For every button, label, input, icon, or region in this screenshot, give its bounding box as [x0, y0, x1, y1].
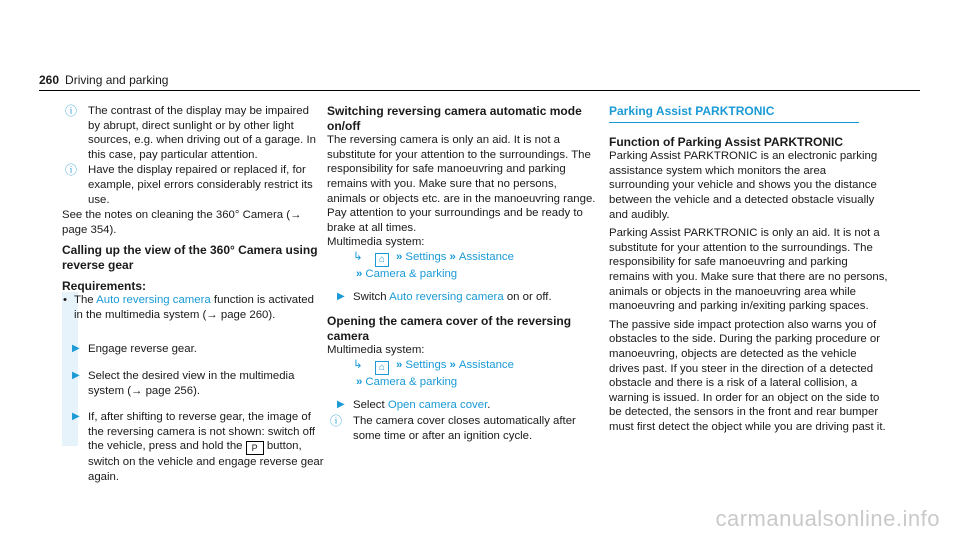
- path-arrow-icon: »: [396, 250, 403, 263]
- bullet-icon: •: [63, 294, 67, 307]
- step-text: Select the desired view in the multimedia system (→ page 256).: [88, 369, 295, 397]
- info-icon: ⓘ: [330, 414, 343, 429]
- step-text: button, switch on the vehicle and engage reverse gear again.: [88, 440, 324, 483]
- path-arrow-icon: »: [356, 267, 363, 280]
- heading-function-parktronic: Function of Parking Assist PARKTRONIC: [609, 134, 844, 149]
- section-title: Driving and parking: [65, 73, 169, 87]
- note-cover-closes: [327, 414, 597, 443]
- camera-parking-link[interactable]: Camera & parking: [365, 267, 458, 280]
- home-icon[interactable]: ⌂: [375, 361, 389, 375]
- step-arrow-icon: ▶: [337, 398, 345, 410]
- settings-link[interactable]: Settings: [405, 358, 447, 371]
- section-title-parktronic: Parking Assist PARKTRONIC: [609, 104, 859, 123]
- step-engage-reverse: [62, 342, 324, 357]
- assistance-link[interactable]: Assistance: [458, 250, 514, 263]
- note-contrast: [62, 104, 324, 162]
- step-switch-auto: [327, 290, 597, 305]
- column-1: [62, 104, 324, 494]
- multimedia-label: Multimedia system:: [327, 236, 425, 249]
- step-text: Select: [353, 398, 388, 411]
- heading-calling-up-view: Calling up the view of the 360° Camera using reverse gear: [62, 243, 318, 272]
- parktronic-aid: Parking Assist PARKTRONIC is only an aid. It is not a substitute for your attention to the surroundings. The responsibility for safe manoeuvring and parking remains with you. Make sure that there are no persons, animals or objects in the manoeuvring area while manoeuvring and parking in/exiting parking spaces.: [609, 227, 888, 313]
- step-text: .: [487, 398, 491, 411]
- header-rule: [39, 90, 920, 91]
- step-arrow-icon: ▶: [337, 290, 345, 302]
- auto-reversing-camera-link[interactable]: Auto reversing camera: [96, 294, 211, 307]
- requirement-item: [62, 293, 324, 322]
- path-arrow-icon: »: [449, 358, 456, 371]
- requirements-label: Requirements:: [62, 278, 147, 293]
- step-if-not-shown: [62, 410, 324, 484]
- parktronic-intro: Parking Assist PARKTRONIC is an electronic parking assistance system which monitors the area surrounding your vehicle and shows you the distance between the vehicle and a detected obstacle visually and audibly.: [609, 150, 878, 221]
- info-icon: ⓘ: [65, 104, 78, 118]
- reversing-camera-warning: The reversing camera is only an aid. It is not a substitute for your attention to the surroundings. The responsibility for safe manoeuvring and parking remains with you. Make sure that no persons, animals or objects etc. are in the manoeuvring range. Pay attention to your surroundings and be ready to brake at all times.: [327, 134, 596, 234]
- watermark: carmanualsonline.info: [715, 506, 940, 532]
- step-text: Engage reverse gear.: [88, 343, 197, 356]
- path-start-icon: ↳: [353, 250, 363, 263]
- open-camera-cover-link[interactable]: Open camera cover: [387, 398, 488, 411]
- path-arrow-icon: »: [356, 375, 363, 388]
- path-arrow-icon: »: [449, 250, 456, 263]
- path-arrow-icon: »: [396, 358, 403, 371]
- step-arrow-icon: ▶: [72, 343, 80, 355]
- step-text: If, after shifting to reverse gear, the image of the reversing camera is not shown: switch off the vehicle, press and hold the: [88, 411, 316, 453]
- assistance-link[interactable]: Assistance: [458, 358, 514, 371]
- page-header: [39, 73, 168, 88]
- column-3: [609, 104, 889, 434]
- note-repair: [62, 163, 324, 207]
- req-text: function is activated in the multimedia system (→ page 260).: [74, 294, 314, 321]
- auto-reversing-camera-link[interactable]: Auto reversing camera: [389, 290, 504, 303]
- heading-automatic-mode: Switching reversing camera automatic mode on/off: [327, 104, 582, 133]
- page-number: 260: [39, 73, 60, 87]
- see-notes: See the notes on cleaning the 360° Camera (→ page 354).: [62, 209, 302, 236]
- info-icon: ⓘ: [65, 163, 78, 178]
- parktronic-side-protection: The passive side impact protection also warns you of obstacles to the side. During the parking procedure or manoeuvring, objects are detected as the vehicle drives past. If you steer in the direction of a detected obstacle and there is a risk of a lateral collision, a warning is issued. In order for an object on the side to be detected, the sensors in the front and rear bumper must first detect the object while you are driving past it.: [609, 318, 886, 433]
- column-2: [327, 104, 597, 444]
- multimedia-label: Multimedia system:: [327, 344, 425, 357]
- note-text: Have the display repaired or replaced if, for example, pixel errors considerably restrict its use.: [88, 164, 313, 206]
- step-text: on or off.: [503, 290, 552, 303]
- parking-camera-button-icon: P: [246, 441, 264, 455]
- note-text: The contrast of the display may be impaired by abrupt, direct sunlight or by other light sources, e.g. when driving out of a garage. In this case, pay particular attention.: [88, 105, 316, 161]
- note-text: The camera cover closes automatically after some time or after an ignition cycle.: [353, 415, 576, 442]
- req-text: The: [74, 294, 97, 307]
- step-arrow-icon: ▶: [72, 411, 80, 423]
- settings-link[interactable]: Settings: [405, 250, 447, 263]
- camera-parking-link[interactable]: Camera & parking: [365, 375, 458, 388]
- step-select-view: [62, 369, 324, 398]
- menu-path-2: [327, 358, 597, 390]
- menu-path-1: [327, 250, 597, 282]
- home-icon[interactable]: ⌂: [375, 253, 389, 267]
- path-start-icon: ↳: [353, 358, 363, 371]
- heading-open-camera-cover: Opening the camera cover of the reversing camera: [327, 314, 572, 343]
- step-text: Switch: [353, 290, 390, 303]
- step-select-open-cover: [327, 398, 597, 413]
- step-arrow-icon: ▶: [72, 369, 80, 381]
